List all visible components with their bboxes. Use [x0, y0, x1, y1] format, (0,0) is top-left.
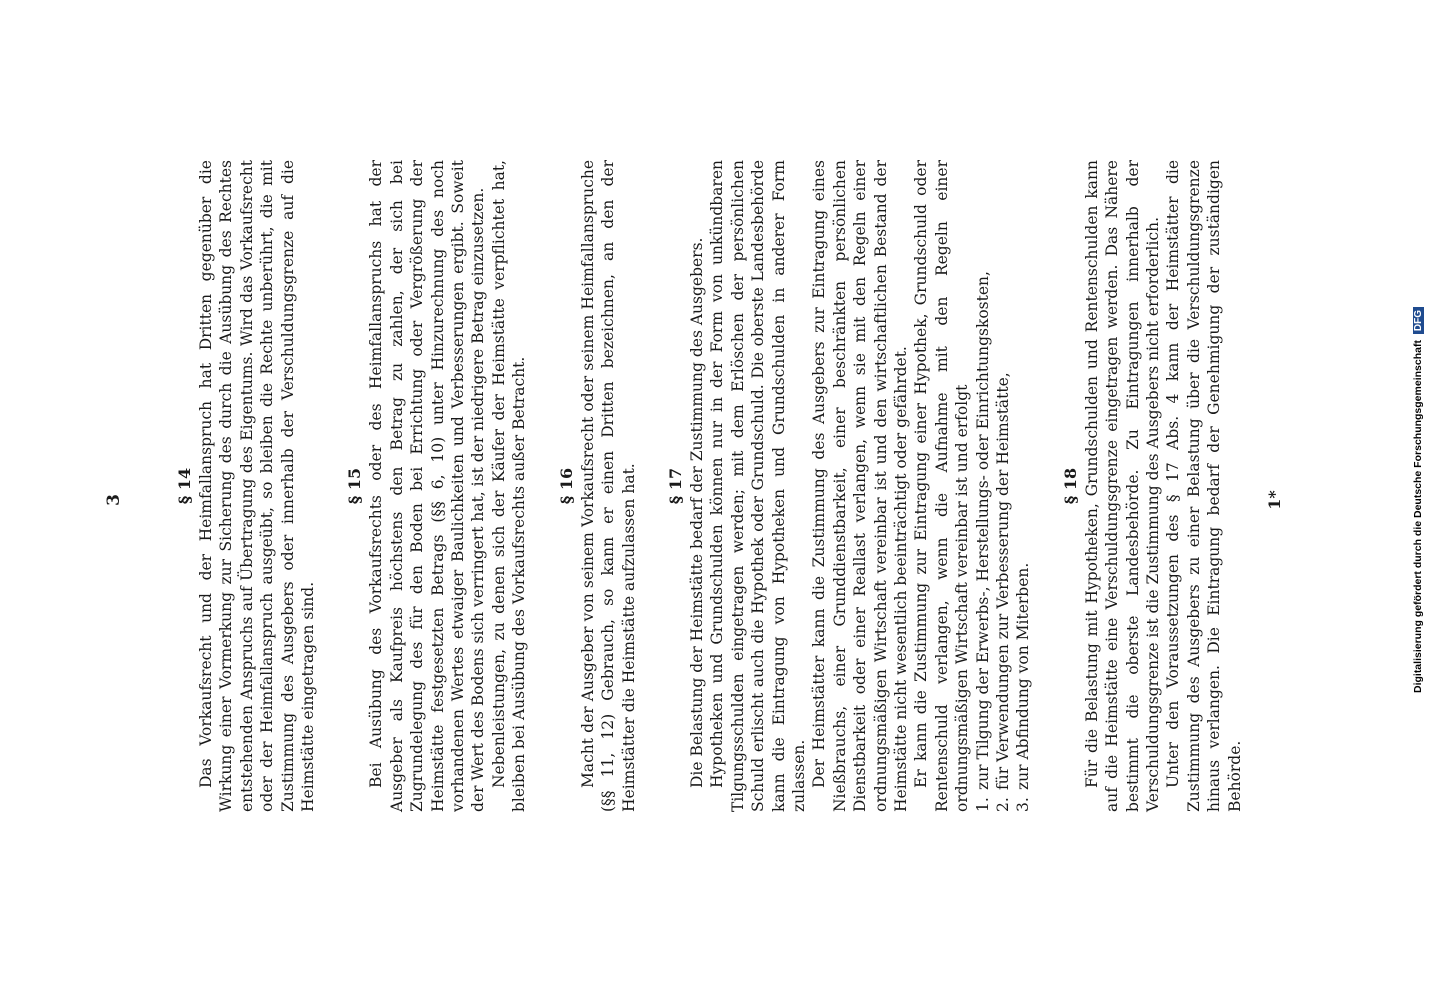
- list-text: zur Tilgung der Erwerbs-, Herstellungs- oder Einrichtungskosten,: [973, 271, 992, 790]
- section-17: [665, 160, 1034, 812]
- section-heading: § 17: [665, 467, 685, 505]
- paragraph: Der Heimstätter kann die Zustimmung des Ausgebers zur Eintragung eines Nießbrauchs, einer Grunddienstbarkeit, einer beschränkten persönlichen Dienstbarkeit oder einer Reallast verlangen, wenn sie mit den Regeln einer ordnungsmäßigen Wirtschaft vereinbar ist und den wirtschaftlichen Bestand der Heimstätte nicht wesentlich beeinträchtigt oder gefährdet.: [810, 160, 910, 812]
- list-item: [973, 160, 993, 812]
- page-number: 3: [104, 494, 124, 506]
- section-heading: § 18: [1060, 467, 1080, 505]
- section-14: [174, 160, 318, 812]
- paragraph: Das Vorkaufsrecht und der Heimfallanspruch hat Dritten gegenüber die Wirkung einer Vormerkung zur Sicherung des durch die Ausübung des Rechtes entstehenden Anspruchs auf Übertragung des Eigentums. Wird das Vorkaufsrecht oder der Heimfallanspruch ausgeübt, so bleiben die Rechte unberührt, die mit Zustimmung des Ausgebers oder innerhalb der Verschuldungsgrenze auf die Heimstätte eingetragen sind.: [197, 160, 318, 812]
- list-number: 2.: [994, 797, 1012, 812]
- digitization-credit: [1412, 0, 1424, 1000]
- credit-text: Digitalisierung gefördert durch die Deutsche Forschungsgemeinschaft: [1412, 340, 1424, 694]
- list-number: 3.: [1014, 797, 1033, 812]
- list-text: für Verwendungen zur Verbesserung der Heimstätte,: [994, 372, 1012, 790]
- paragraph: Für die Belastung mit Hypotheken, Grundschulden und Rentenschulden kann auf die Heimstätte eine Verschuldungsgrenze eingetragen werden. Das Nähere bestimmt die oberste Landesbehörde. Zu Eintragungen innerhalb der Verschuldungsgrenze ist die Zustimmung des Ausgebers nicht erforderlich.: [1082, 160, 1163, 812]
- paragraph: Die Belastung der Heimstätte bedarf der Zustimmung des Ausgebers.: [687, 237, 706, 788]
- paragraph: Bei Ausübung des Vorkaufsrechts oder des Heimfallanspruchs hat der Ausgeber als Kaufpreis höchstens den Betrag zu zahlen, der sich bei Zugrundelegung des für den Boden bei Errichtung oder Vergrößerung der Heimstätte festgesetzten Betrags (§§ 6, 10) unter Hinzurechnung des noch vorhandenen Wertes etwaiger Baulichkeiten und Verbesserungen ergibt. Soweit der Wert des Bodens sich verringert hat, ist der niedrigere Betrag einzusetzen.: [367, 160, 488, 812]
- list-number: 1.: [973, 797, 992, 812]
- paragraph: Hypotheken und Grundschulden können nur in der Form von unkündbaren Tilgungsschulden eingetragen werden; mit dem Erlöschen der persönlichen Schuld erlischt auch die Hypothek oder Grundschuld. Die oberste Landesbehörde kann die Eintragung von Hypotheken und Grundschulden in anderer Form zulassen.: [708, 160, 808, 812]
- paragraph: Unter den Voraussetzungen des § 17 Abs. 4 kann der Heimstätter die Zustimmung des Ausgebers zu einer Belastung über die Verschuldungsgrenze hinaus verlangen. Die Eintragung bedarf der Genehmigung der zuständigen Behörde.: [1164, 160, 1244, 812]
- text-area: [108, 160, 1245, 812]
- section-heading: § 16: [556, 467, 576, 505]
- list-item: [1013, 160, 1033, 812]
- section-heading: § 15: [345, 467, 365, 505]
- list-text: zur Abfindung von Miterben.: [1014, 562, 1033, 790]
- paragraph: Macht der Ausgeber von seinem Vorkaufsrecht oder seinem Heimfallanspruche (§§ 11, 12) Gebrauch, so kann er einen Dritten bezeichnen, an den der Heimstätter die Heimstätte aufzulassen hat.: [578, 160, 638, 812]
- enumerated-list: [973, 160, 1034, 812]
- signature-mark: 1*: [1265, 490, 1284, 510]
- section-16: [556, 160, 639, 812]
- section-heading: § 14: [175, 467, 194, 505]
- list-item: [993, 160, 1013, 812]
- dfg-logo: DFG: [1413, 307, 1424, 334]
- section-18: [1060, 160, 1245, 812]
- paragraph: Er kann die Zustimmung zur Eintragung einer Hypothek, Grundschuld oder Rentenschuld verlangen, wenn die Aufnahme mit den Regeln einer ordnungsmäßigen Wirtschaft vereinbar ist und erfolgt: [912, 160, 972, 812]
- paragraph: Nebenleistungen, zu denen sich der Käufer der Heimstätte verpflichtet hat, bleiben bei Ausübung des Vorkaufsrechts außer Betracht.: [489, 160, 529, 812]
- section-15: [344, 160, 529, 812]
